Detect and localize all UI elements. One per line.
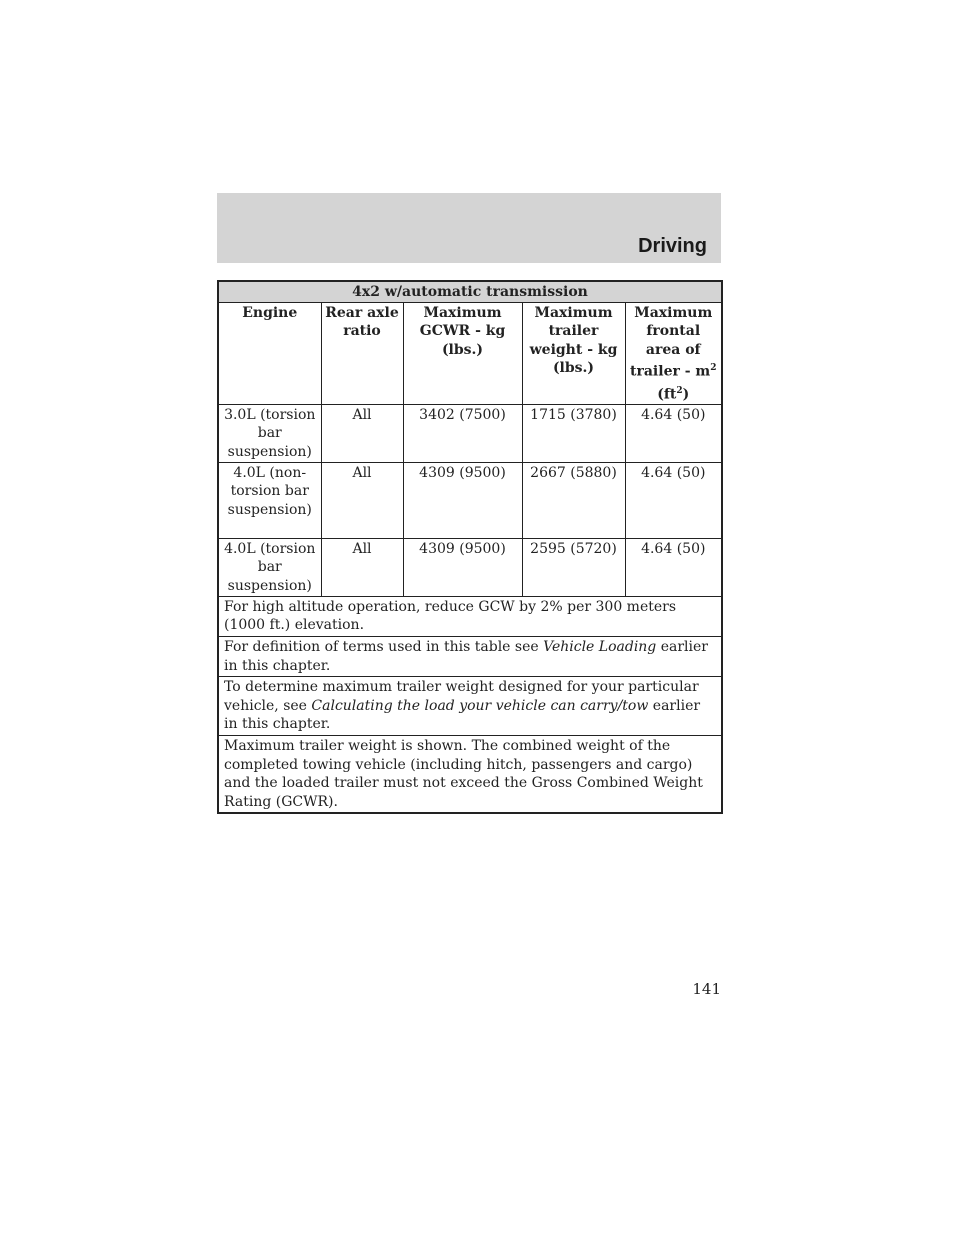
frontal-header-text: Maximum frontal area of trailer - m <box>630 304 713 381</box>
cell-gcwr: 3402 (7500) <box>403 404 522 462</box>
table-row <box>218 538 722 596</box>
cell-frontal: 4.64 (50) <box>625 538 722 596</box>
note-definition-text: For definition of terms used in this table see <box>224 639 544 656</box>
note-row <box>218 637 722 677</box>
note-row <box>218 677 722 736</box>
note-determine-reference: Calculating the load your vehicle can carry/tow <box>311 697 649 714</box>
cell-frontal: 4.64 (50) <box>625 404 722 462</box>
cell-axle: All <box>321 404 403 462</box>
frontal-header-unit: (ft <box>657 386 677 403</box>
note-altitude: For high altitude operation, reduce GCW by 2% per 300 meters (1000 ft.) elevation. <box>218 596 722 636</box>
note-row <box>218 596 722 636</box>
table-title: 4x2 w/automatic transmission <box>218 281 722 302</box>
cell-engine: 4.0L (torsion bar suspension) <box>218 538 321 596</box>
note-max-weight: Maximum trailer weight is shown. The combined weight of the completed towing vehicle (including hitch, passengers and cargo) and the loaded trailer must not exceed the Gross Combined Weight Rating (GCWR). <box>218 736 722 814</box>
cell-trailer: 2595 (5720) <box>522 538 625 596</box>
column-header-frontal-area <box>625 302 722 404</box>
note-determine <box>218 677 722 736</box>
towing-spec-table <box>217 280 723 814</box>
frontal-header-close: ) <box>682 386 690 403</box>
cell-engine: 4.0L (non-torsion bar suspension) <box>218 462 321 538</box>
column-header-engine: Engine <box>218 302 321 404</box>
page-number: 141 <box>692 980 721 998</box>
note-determine-text: To determine maximum trailer weight designed for your particular vehicle, see <box>224 679 699 714</box>
note-definition-text-end: earlier in this chapter. <box>224 639 708 674</box>
table-title-row <box>218 281 722 302</box>
table-row <box>218 462 722 538</box>
column-header-axle: Rear axle ratio <box>321 302 403 404</box>
note-determine-text-end: earlier in this chapter. <box>224 697 701 733</box>
cell-gcwr: 4309 (9500) <box>403 462 522 538</box>
section-title: Driving <box>638 235 707 257</box>
cell-trailer: 1715 (3780) <box>522 404 625 462</box>
note-definition <box>218 637 722 677</box>
cell-gcwr: 4309 (9500) <box>403 538 522 596</box>
table-row <box>218 404 722 462</box>
cell-axle: All <box>321 538 403 596</box>
note-row <box>218 736 722 814</box>
column-header-gcwr: Maximum GCWR - kg (lbs.) <box>403 302 522 404</box>
note-definition-reference: Vehicle Loading <box>543 639 657 656</box>
cell-trailer: 2667 (5880) <box>522 462 625 538</box>
cell-axle: All <box>321 462 403 538</box>
cell-engine: 3.0L (torsion bar suspension) <box>218 404 321 462</box>
cell-frontal: 4.64 (50) <box>625 462 722 538</box>
frontal-header-unit-sup: 2 <box>676 385 683 396</box>
column-header-trailer: Maximum trailer weight - kg (lbs.) <box>522 302 625 404</box>
table-header-row <box>218 302 722 404</box>
frontal-header-sup: 2 <box>710 363 717 374</box>
section-header-band <box>217 193 721 263</box>
